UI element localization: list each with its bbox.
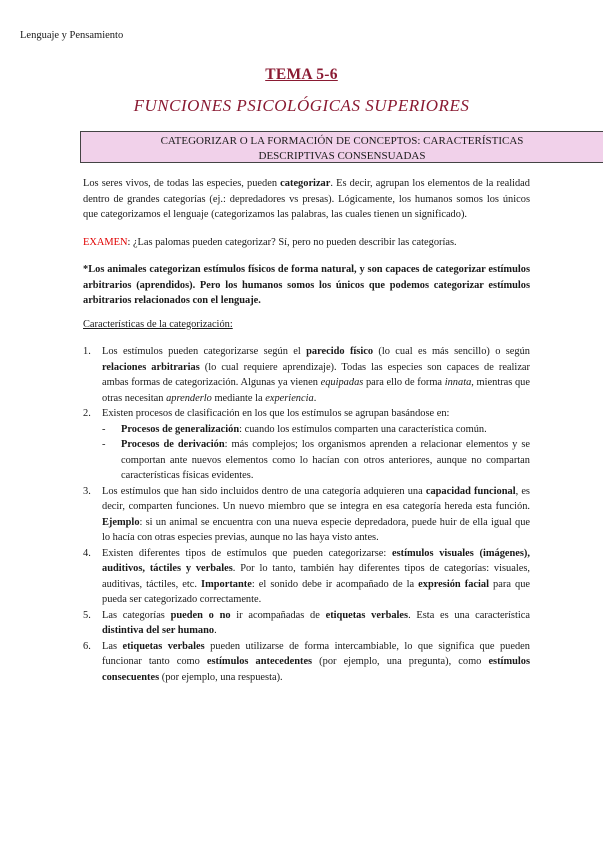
list-item bbox=[83, 639, 530, 686]
item-number: 4. bbox=[83, 547, 91, 559]
item-text: Los estímulos que han sido incluidos dentro de una categoría adquieren una bbox=[102, 485, 426, 497]
item-text: (lo cual es más sencillo) o según bbox=[373, 346, 530, 358]
item-text: , es decir, comparten funciones. Un nuevo miembro que se integra en esa categoría hereda esta función. bbox=[102, 485, 530, 513]
topic-title: TEMA 5-6 bbox=[265, 66, 338, 83]
intro-paragraph bbox=[83, 176, 530, 223]
item-text: . bbox=[313, 392, 317, 404]
item-italic: aprenderlo bbox=[166, 392, 212, 404]
exam-question bbox=[83, 235, 530, 251]
item-text: mediante la bbox=[211, 392, 266, 404]
sub-list bbox=[102, 422, 530, 484]
item-text: Existen procesos de clasificación en los que los estímulos se agrupan basándose en: bbox=[102, 408, 450, 420]
section-banner bbox=[80, 131, 603, 163]
list-item bbox=[83, 484, 530, 546]
item-number: 5. bbox=[83, 609, 91, 621]
item-bold: estímulos antecedentes bbox=[206, 656, 313, 668]
exam-text: : ¿Las palomas pueden categorizar? Sí, pero no pueden describir las categorías. bbox=[127, 236, 457, 248]
item-bold: distintiva del ser humano bbox=[102, 625, 215, 637]
key-note: *Los animales categorizan estímulos físicos de forma natural, y son capaces de categorizar estímulos arbitrarios (aprendidos). Pero los humanos somos los únicos que podemos categorizar estímulos arbitrarios relacionados con el lenguaje. bbox=[83, 264, 530, 307]
topic-subtitle: FUNCIONES PSICOLÓGICAS SUPERIORES bbox=[133, 96, 470, 115]
item-bold: expresión facial bbox=[418, 578, 489, 590]
item-text: . Por lo tanto, también hay diferentes tipos de categorías: visuales, auditivas, táctiles, etc. bbox=[102, 563, 530, 590]
intro-keyword: categorizar bbox=[280, 178, 331, 189]
sub-list-item bbox=[102, 422, 530, 438]
item-text: (por ejemplo, una pregunta), como bbox=[312, 656, 489, 668]
characteristics-list bbox=[83, 344, 530, 685]
sub-item-bold: Procesos de derivación bbox=[121, 439, 225, 451]
course-header: Lenguaje y Pensamiento bbox=[20, 30, 124, 41]
item-bold: etiquetas verbales bbox=[325, 609, 409, 621]
document-body bbox=[83, 176, 530, 685]
item-text: Existen diferentes tipos de estímulos que pueden categorizarse: bbox=[102, 547, 392, 559]
item-text: , mientras que otras necesitan bbox=[102, 377, 530, 404]
item-text: ir acompañadas de bbox=[230, 609, 326, 621]
item-italic: equipadas bbox=[320, 377, 364, 389]
item-bold: estímulos visuales (imágenes), auditivos, táctiles y verbales bbox=[102, 547, 530, 575]
banner-line-2: DESCRIPTIVAS CONSENSUADAS bbox=[258, 149, 426, 162]
item-bold: pueden o no bbox=[170, 609, 231, 621]
item-text: para ello de forma bbox=[363, 377, 445, 389]
list-item bbox=[83, 546, 530, 608]
sub-item-text: : más complejos; los organismos aprenden a relacionar elementos y se comportan ante nuevos elementos como lo hacían con otros anteriores, aunque no compartan características físicas evidentes. bbox=[121, 439, 530, 482]
item-text: (por ejemplo, una respuesta). bbox=[159, 671, 283, 683]
list-item bbox=[83, 608, 530, 639]
item-bold: Ejemplo bbox=[102, 516, 140, 528]
item-text: pueden utilizarse de forma intercambiable, lo que significa que pueden funcionar tanto como bbox=[102, 640, 530, 668]
item-number: 3. bbox=[83, 485, 91, 497]
item-number: 6. bbox=[83, 640, 91, 652]
intro-text: Los seres vivos, de todas las especies, pueden bbox=[83, 178, 281, 189]
intro-text: . Es decir, agrupan los elementos de la realidad dentro de grandes categorías (ej.: depredadores vs presas). Lógicamente, los humanos somos los únicos que categorizamos el lenguaje (categorizamos las palabras, las cuales tienen un significado). bbox=[83, 178, 530, 220]
sub-list-item bbox=[102, 437, 530, 484]
item-italic: experiencia bbox=[265, 392, 314, 404]
item-bold: etiquetas verbales bbox=[122, 640, 205, 652]
item-text: Los estímulos pueden categorizarse según el bbox=[102, 346, 307, 358]
item-italic: innata bbox=[444, 377, 472, 389]
item-text: . Esta es una característica bbox=[408, 609, 530, 621]
item-bold: relaciones arbitrarias bbox=[102, 361, 200, 373]
item-number: 2. bbox=[83, 408, 91, 420]
item-bold: parecido físico bbox=[306, 346, 374, 358]
item-number: 1. bbox=[83, 346, 91, 358]
list-item bbox=[83, 406, 530, 484]
sub-item-bold: Procesos de generalización bbox=[121, 423, 240, 435]
list-item bbox=[83, 344, 530, 406]
exam-label: EXAMEN bbox=[83, 236, 128, 248]
item-text: : si un animal se encuentra con una nueva especie depredadora, puede huir de ella igual que lo hacía con otras especies previas, aunque no las haya visto antes. bbox=[102, 516, 530, 544]
item-text: (lo cual requiere aprendizaje). Todas las especies son capaces de realizar ambas formas de categorización. Algunas ya vienen bbox=[102, 361, 531, 389]
sub-item-text: : cuando los estímulos comparten una característica común. bbox=[239, 423, 487, 435]
item-bold: Importante bbox=[201, 578, 252, 590]
item-bold: capacidad funcional bbox=[425, 485, 516, 497]
item-text: Las categorías bbox=[102, 609, 171, 621]
item-bold: estímulos consecuentes bbox=[102, 656, 531, 683]
dash-bullet: - bbox=[102, 439, 106, 451]
item-text: : el sonido debe ir acompañado de la bbox=[251, 578, 419, 590]
characteristics-heading: Características de la categorización: bbox=[83, 318, 233, 330]
item-text: Las bbox=[102, 640, 123, 652]
item-text: para que pueda ser categorizado correctamente. bbox=[102, 578, 530, 606]
dash-bullet: - bbox=[102, 423, 106, 435]
item-text: . bbox=[214, 625, 217, 637]
banner-line-1: CATEGORIZAR O LA FORMACIÓN DE CONCEPTOS: CARACTERÍSTICAS bbox=[160, 135, 524, 147]
